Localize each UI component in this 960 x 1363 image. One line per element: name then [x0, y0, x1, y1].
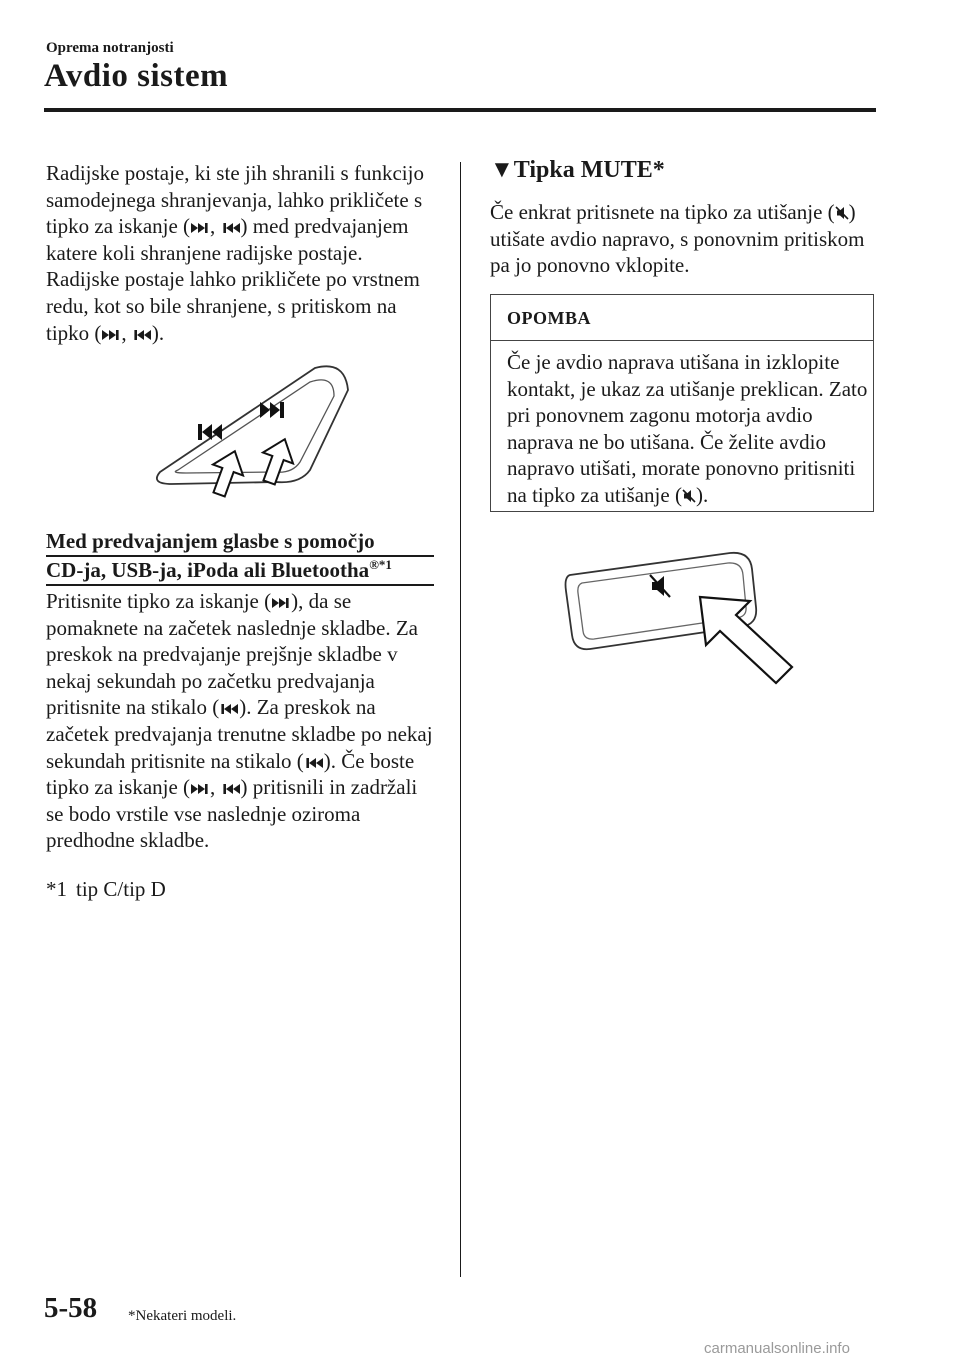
- skip-forward-icon: [190, 782, 210, 796]
- section-heading-mute: ▼Tipka MUTE*: [490, 157, 665, 183]
- footer-note: *Nekateri modeli.: [128, 1308, 237, 1324]
- arrow-pointer-icon: [254, 434, 300, 488]
- footnote: *1 tip C/tip D: [46, 877, 166, 901]
- subheading-playback: [46, 528, 434, 586]
- skip-back-icon: [198, 424, 222, 440]
- section-label: Oprema notranjosti: [46, 40, 174, 56]
- mute-icon: [835, 205, 849, 221]
- note-title: OPOMBA: [507, 308, 591, 328]
- seek-buttons-illustration: [150, 360, 360, 500]
- chapter-title: Avdio sistem: [44, 58, 229, 94]
- skip-back-icon: [219, 702, 239, 716]
- note-box: [490, 294, 874, 512]
- skip-back-icon: [221, 782, 241, 796]
- header-rule: [44, 108, 876, 112]
- paragraph-track-seek: Pritisnite tipko za iskanje ( ), da se pomaknete na začetek naslednje skladbe. Za preskok na predvajanje prejšnje skladbe v nekaj sekundah po začetku predvajanja pritisnite na stikalo ( ). Za preskok na začetek predvajanja trenutne skladbe po nekaj sekundah pritisnite na stikalo ( ). Če boste tipko za iskanje ( , ) pritisnili in zadržali se bodo vrstile vse naslednje oziroma predhodne skladbe.: [46, 589, 433, 853]
- skip-forward-icon: [260, 402, 284, 418]
- subheading-line: Med predvajanjem glasbe s pomočjo: [46, 528, 434, 557]
- column-divider: [460, 162, 461, 1277]
- mute-icon: [650, 575, 670, 597]
- skip-back-icon: [221, 221, 241, 235]
- skip-forward-icon: [190, 221, 210, 235]
- skip-back-icon: [132, 328, 152, 342]
- page-number: 5-58: [44, 1292, 98, 1324]
- subheading-line: CD-ja, USB-ja, iPoda ali Bluetootha$^{®*1}$: [46, 557, 434, 586]
- skip-back-icon: [304, 756, 324, 770]
- paragraph-radio-stations: Radijske postaje, ki ste jih shranili s funkcijo samodejnega shranjevanja, lahko prikličete s tipko za iskanje ( , ) med predvajanjem katere koli shranjene radijske postaje. Radijske postaje lahko prikličete po vrstnem redu, kot so bile shranjene, s pritiskom na tipko ( , ).: [46, 161, 424, 345]
- watermark: carmanualsonline.info: [704, 1340, 850, 1357]
- mute-button-illustration: [560, 545, 810, 685]
- skip-forward-icon: [271, 596, 291, 610]
- mute-icon: [682, 488, 696, 504]
- skip-forward-icon: [101, 328, 121, 342]
- note-text: Če je avdio naprava utišana in izklopite kontakt, je ukaz za utišanje preklican. Zato pri ponovnem zagonu motorja avdio naprava ne bo utišana. Če želite avdio napravo utišati, morate ponovno pritisniti na tipko za utišanje ( ).: [507, 350, 868, 507]
- note-divider: [491, 340, 873, 341]
- paragraph-mute: Če enkrat pritisnete na tipko za utišanje ( ) utišate avdio napravo, s ponovnim pritiskom pa jo ponovno vklopite.: [490, 200, 865, 278]
